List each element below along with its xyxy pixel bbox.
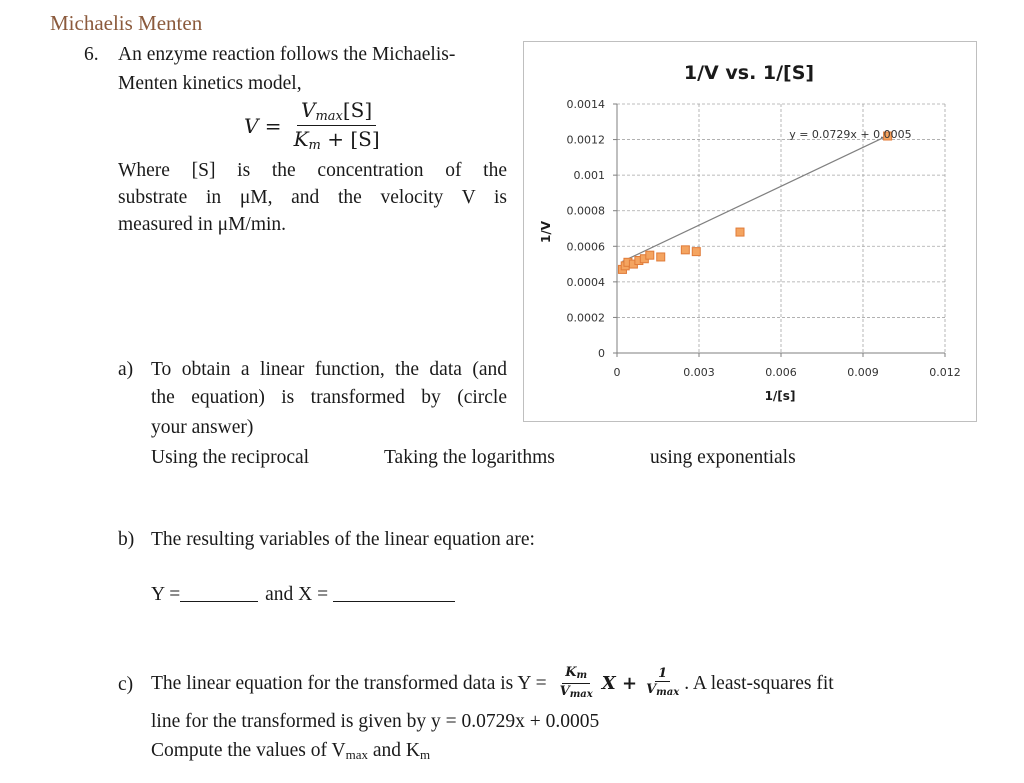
vmax-subscript: max (315, 109, 343, 124)
and-x-equals-label: and X = (265, 584, 329, 605)
vmax-symbol: V (301, 98, 316, 122)
question-line-2: Menten kinetics model, (118, 73, 302, 94)
frac1-v-sub: max (569, 688, 593, 700)
x-tick-label: 0.006 (765, 366, 797, 379)
equation-lhs: V = (244, 113, 282, 138)
option-logarithms[interactable]: Taking the logarithms (384, 447, 555, 468)
y-tick-label: 0 (598, 347, 605, 360)
description-line-2: substrate in μM, and the velocity V is (118, 187, 507, 208)
part-c-text-after: . A least-squares fit (684, 672, 834, 694)
y-tick-label: 0.0014 (566, 98, 605, 111)
y-axis-label: 1/V (539, 220, 553, 244)
description-line-3: measured in μM/min. (118, 214, 287, 235)
data-point (736, 228, 744, 236)
equation-numerator (297, 98, 376, 126)
part-b-answer-row (151, 581, 455, 608)
part-c-text-before: The linear equation for the transformed data is Y = (151, 672, 547, 694)
y-tick-label: 0.0004 (566, 275, 605, 289)
part-c-label: c) (118, 674, 134, 695)
one-over-vmax-fraction (643, 666, 682, 700)
frac2-numerator (655, 666, 670, 682)
part-c-line-3 (151, 737, 430, 768)
equation-fraction (290, 98, 384, 153)
x-answer-blank[interactable] (333, 581, 455, 602)
y-tick-label: 0.0012 (566, 133, 605, 147)
description-line-1: Where [S] is the concentration of the (118, 160, 507, 181)
equation-denominator (290, 126, 384, 153)
data-point (692, 248, 700, 256)
chart-container (523, 41, 977, 422)
frac1-k: K (565, 664, 577, 680)
question-number: 6. (84, 44, 99, 65)
y-tick-label: 0.0006 (566, 240, 605, 254)
y-equals-label: Y = (151, 584, 181, 605)
x-axis-label: 1/[s] (764, 389, 796, 403)
compute-text: Compute the values of V (151, 740, 346, 761)
frac1-v: V (559, 683, 570, 699)
part-a-line-3: your answer) (151, 417, 254, 438)
and-k-text: and K (368, 740, 421, 761)
part-a-line-2: the equation) is transformed by (circle (151, 387, 507, 408)
part-c-line-2: line for the transformed is given by y = 0.0729x + 0.0005 (151, 711, 600, 732)
trendline-equation-label: y = 0.0729x + 0.0005 (789, 127, 912, 141)
michaelis-menten-equation (244, 98, 384, 153)
denominator-rest: + [S] (320, 127, 380, 151)
vmax-sub: max (345, 747, 369, 762)
x-tick-label: 0 (613, 366, 621, 379)
substrate-symbol: [S] (342, 98, 373, 122)
x-tick-label: 0.003 (683, 366, 715, 379)
y-tick-label: 0.0002 (566, 311, 605, 325)
data-point (681, 246, 689, 254)
chart-grid (617, 104, 945, 353)
frac1-k-sub: m (576, 669, 588, 681)
y-answer-blank[interactable] (180, 581, 258, 602)
km-subscript: m (308, 138, 321, 153)
km-sub: m (420, 747, 431, 762)
trendline (622, 136, 887, 262)
part-c-line-1 (151, 660, 834, 706)
data-point (646, 251, 654, 259)
frac1-numerator (562, 665, 590, 684)
frac2-v-sub: max (656, 687, 680, 698)
x-plus-term: X + (601, 672, 638, 694)
part-a-line-1: To obtain a linear function, the data (and (151, 359, 507, 380)
frac2-v: V (646, 682, 657, 697)
question-line-1: An enzyme reaction follows the Michaelis- (118, 44, 456, 65)
part-b-label: b) (118, 529, 135, 550)
page-header: Michaelis Menten (50, 11, 203, 35)
y-tick-label: 0.0008 (566, 204, 605, 218)
part-a-label: a) (118, 359, 134, 380)
frac2-denominator (643, 682, 682, 700)
frac2-one: 1 (658, 666, 668, 681)
frac1-denominator (557, 684, 596, 702)
km-over-vmax-fraction (557, 665, 596, 702)
option-exponentials[interactable]: using exponentials (650, 447, 796, 468)
option-reciprocal[interactable]: Using the reciprocal (151, 447, 310, 468)
chart-title: 1/V vs. 1/[S] (683, 62, 815, 84)
chart-svg (524, 42, 976, 421)
chart-trendline-group (622, 136, 887, 262)
data-point (657, 253, 665, 261)
part-b-text: The resulting variables of the linear equation are: (151, 529, 535, 550)
x-tick-label: 0.009 (847, 366, 879, 379)
y-tick-label: 0.001 (573, 169, 605, 183)
km-symbol: K (293, 127, 309, 151)
x-tick-label: 0.012 (929, 366, 961, 379)
